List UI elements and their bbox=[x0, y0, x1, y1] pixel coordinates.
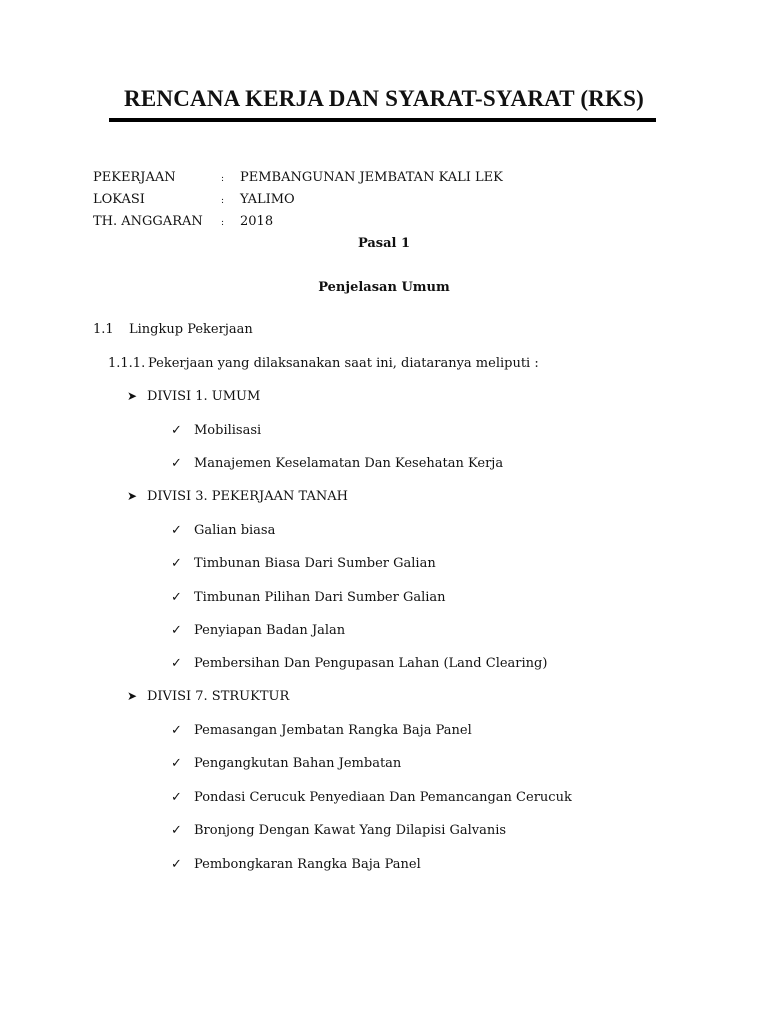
list-item-text: Mobilisasi bbox=[194, 423, 262, 438]
division-name: DIVISI 3. PEKERJAAN TANAH bbox=[147, 489, 348, 504]
check-icon: ✓ bbox=[171, 857, 182, 872]
meta-value: YALIMO bbox=[240, 192, 295, 207]
list-item-text: Galian biasa bbox=[194, 523, 276, 538]
division-item bbox=[127, 489, 348, 504]
check-icon: ✓ bbox=[171, 756, 182, 771]
meta-separator: : bbox=[221, 196, 225, 206]
section-heading: Penjelasan Umum bbox=[318, 280, 450, 295]
check-icon: ✓ bbox=[171, 823, 182, 838]
arrow-bullet-icon: ➤ bbox=[127, 689, 138, 703]
check-icon: ✓ bbox=[171, 723, 182, 738]
meta-value: PEMBANGUNAN JEMBATAN KALI LEK bbox=[240, 170, 503, 185]
check-icon: ✓ bbox=[171, 556, 182, 571]
check-icon: ✓ bbox=[171, 590, 182, 605]
title-underline bbox=[109, 118, 656, 122]
check-icon: ✓ bbox=[171, 623, 182, 638]
list-item-text: Pemasangan Jembatan Rangka Baja Panel bbox=[194, 723, 472, 738]
subsection-text: Pekerjaan yang dilaksanakan saat ini, diataranya meliputi : bbox=[148, 356, 539, 371]
subsection-1-1-1 bbox=[108, 356, 539, 371]
list-item-text: Timbunan Pilihan Dari Sumber Galian bbox=[194, 590, 446, 605]
meta-separator: : bbox=[221, 174, 225, 184]
list-item-text: Pondasi Cerucuk Penyediaan Dan Pemancangan Cerucuk bbox=[194, 790, 572, 805]
subsection-title: Lingkup Pekerjaan bbox=[129, 322, 253, 337]
check-icon: ✓ bbox=[171, 523, 182, 538]
meta-label: TH. ANGGARAN bbox=[93, 214, 203, 229]
meta-label: LOKASI bbox=[93, 192, 145, 207]
meta-row-pekerjaan bbox=[93, 170, 503, 190]
list-item bbox=[171, 456, 503, 471]
list-item bbox=[171, 723, 472, 738]
meta-row-anggaran bbox=[93, 214, 273, 234]
list-item bbox=[171, 656, 547, 671]
list-item-text: Pengangkutan Bahan Jembatan bbox=[194, 756, 402, 771]
meta-value: 2018 bbox=[240, 214, 274, 229]
pasal-heading: Pasal 1 bbox=[357, 236, 411, 251]
meta-separator: : bbox=[221, 218, 225, 228]
check-icon: ✓ bbox=[171, 423, 182, 438]
list-item bbox=[171, 756, 401, 771]
division-name: DIVISI 7. STRUKTUR bbox=[147, 689, 290, 704]
subsection-number: 1.1.1. bbox=[108, 356, 146, 371]
list-item bbox=[171, 857, 421, 872]
division-item bbox=[127, 389, 260, 404]
meta-row-lokasi bbox=[93, 192, 295, 212]
check-icon: ✓ bbox=[171, 790, 182, 805]
list-item-text: Timbunan Biasa Dari Sumber Galian bbox=[194, 556, 436, 571]
arrow-bullet-icon: ➤ bbox=[127, 389, 138, 403]
list-item-text: Manajemen Keselamatan Dan Kesehatan Kerja bbox=[194, 456, 504, 471]
subsection-number: 1.1 bbox=[93, 322, 114, 337]
subsection-1-1 bbox=[93, 322, 253, 337]
division-item bbox=[127, 689, 289, 704]
list-item-text: Pembersihan Dan Pengupasan Lahan (Land Clearing) bbox=[194, 656, 548, 671]
arrow-bullet-icon: ➤ bbox=[127, 489, 138, 503]
document-title: RENCANA KERJA DAN SYARAT-SYARAT (RKS) bbox=[124, 86, 644, 111]
check-icon: ✓ bbox=[171, 656, 182, 671]
list-item bbox=[171, 823, 506, 838]
division-name: DIVISI 1. UMUM bbox=[147, 389, 261, 404]
meta-label: PEKERJAAN bbox=[93, 170, 176, 185]
list-item bbox=[171, 623, 345, 638]
list-item-text: Pembongkaran Rangka Baja Panel bbox=[194, 857, 421, 872]
list-item bbox=[171, 790, 572, 805]
list-item-text: Bronjong Dengan Kawat Yang Dilapisi Galvanis bbox=[194, 823, 507, 838]
list-item bbox=[171, 423, 261, 438]
list-item bbox=[171, 523, 275, 538]
list-item bbox=[171, 556, 436, 571]
list-item-text: Penyiapan Badan Jalan bbox=[194, 623, 346, 638]
check-icon: ✓ bbox=[171, 456, 182, 471]
list-item bbox=[171, 590, 446, 605]
